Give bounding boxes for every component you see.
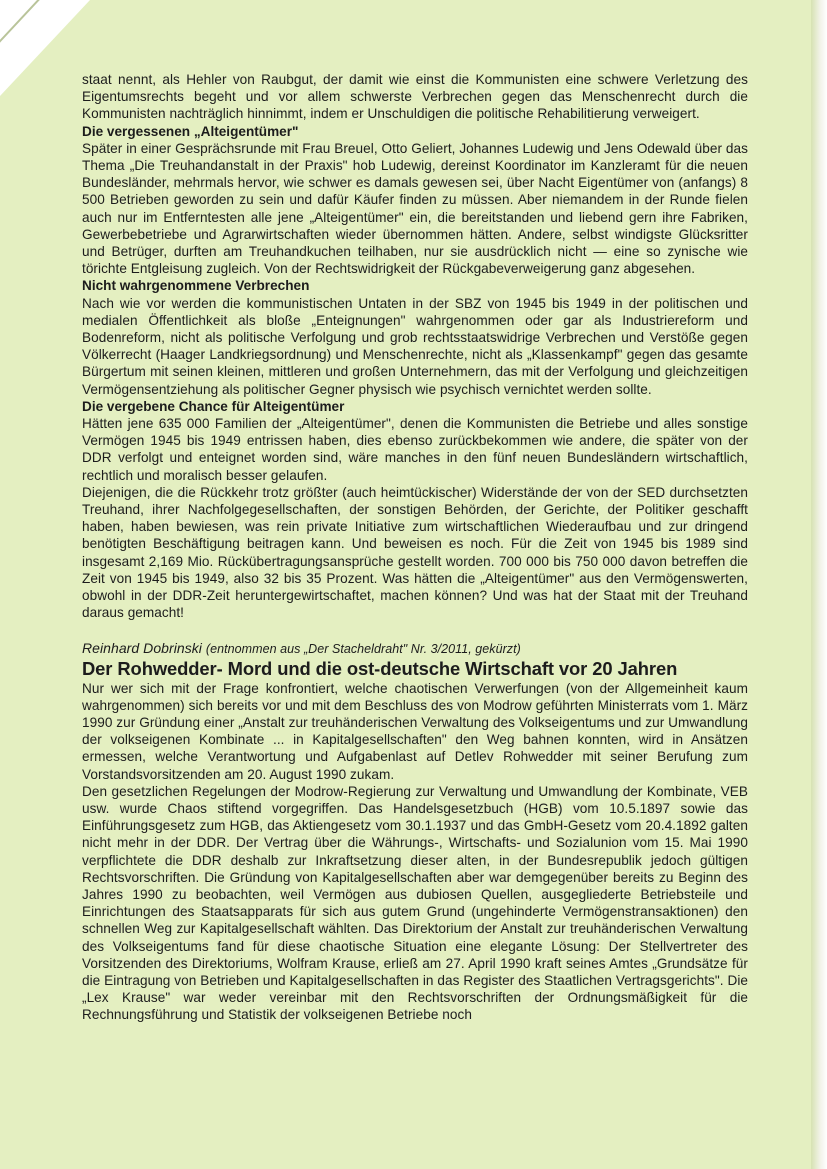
folded-corner bbox=[0, 0, 90, 96]
paper-edge bbox=[811, 0, 827, 1169]
paragraph-chance-2: Diejenigen, die die Rückkehr trotz größter (auch heimtückischer) Widerstände der von der SED durchsetzten Treuhand, ihrer Nachfolgegesellschaften, der sonstigen Behörden, der Gerichte, der Politiker geschafft haben, haben bewiesen, was rein private Initiative zum wirtschaftlichen Wiederaufbau und zur dringend benötigten Beschäftigung beitragen kann. Und beweisen es noch. Für die Zeit von 1945 bis 1989 sind insgesamt 2,169 Mio. Rückübertragungsansprüche gestellt worden. 700 000 bis 750 000 davon betreffen die Zeit von 1945 bis 1949, also 32 bis 35 Prozent. Was hätten die „Alteigentümer" aus den Vermögenswerten, obwohl in der DDR-Zeit heruntergewirtschaftet, machen können? Und was hat der Staat mit der Treuhand daraus gemacht! bbox=[82, 484, 748, 621]
paragraph-rohwedder-1: Nur wer sich mit der Frage konfrontiert, welche chaotischen Verwerfungen (von der Allgemeinheit kaum wahrgenommen) sich bereits vor und mit dem Beschluss des von Modrow geführten Ministerrats vom 1. März 1990 zur Gründung einer „Anstalt zur treuhänderischen Verwaltung des Volkseigentums und zur Umwandlung der volkseigenen Kombinate ... in Kapitalgesellschaften" den Weg bahnen konnten, wird in Ansätzen ermessen, welche Verantwortung und Aufgabenlast auf Detlev Rohwedder mit seiner Berufung zum Vorstandsvorsitzenden am 20. August 1990 zukam. bbox=[82, 680, 748, 782]
paragraph-chance-1: Hätten jene 635 000 Familien der „Alteigentümer", denen die Kommunisten die Betriebe und alles sonstige Vermögen 1945 bis 1949 entrissen haben, dies ebenso zurückbekommen wie andere, die später von der DDR verfolgt und enteignet worden sind, wäre manches in den fünf neuen Bundesländern wirtschaftlich, rechtlich und moralisch besser gelaufen. bbox=[82, 416, 748, 483]
document-body bbox=[82, 71, 748, 1024]
paragraph-verbrechen: Nach wie vor werden die kommunistischen Untaten in der SBZ von 1945 bis 1949 in der politischen und medialen Öffentlichkeit als bloße „Enteignungen" wahrgenommen oder gar als Industriereform und Bodenreform, nicht als politische Verfolgung und grob rechtsstaatswidrige Verbrechen und Verstöße gegen Völkerrecht (Haager Landkriegsordnung) und Menschenrechte, nicht als „Klassenkampf" gegen das gesamte Bürgertum mit seinen kleinen, mittleren und großen Unternehmern, das mit der Verfolgung und gleichzeitigen Vermögensentziehung als politischer Gegner physisch wie psychisch vernichtet werden sollte. bbox=[82, 295, 748, 397]
author-name: Reinhard Dobrinski bbox=[82, 639, 202, 656]
paragraph-vergessenen: Später in einer Gesprächsrunde mit Frau Breuel, Otto Geliert, Johannes Ludewig und Jens Odewald über das Thema „Die Treuhandanstalt in der Praxis" hob Ludewig, dereinst Koordinator im Kanzleramt für die neuen Bundesländer, mehrmals hervor, wie schwer es damals gewesen sei, über Nacht Eigentümer von (anfangs) 8 500 Betrieben geworden zu sein und dafür Käufer finden zu müssen. Aber niemandem in der Runde fielen auch nur im Entferntesten alle jene „Alteigentümer" ein, die bereitstanden und liebend gern ihre Fabriken, Gewerbebetriebe und Agrarwirtschaften wieder übernommen hätten. Andere, selbst windigste Glücksritter und Betrüger, durften am Treuhandkuchen teilhaben, nur sie ausdrücklich nicht — eine so zynische wie törichte Entgleisung zugleich. Von der Rechtswidrigkeit der Rückgabeverweigerung ganz abgesehen. bbox=[82, 140, 748, 277]
paragraph-rohwedder-2: Den gesetzlichen Regelungen der Modrow-Regierung zur Verwaltung und Umwandlung der Kombinate, VEB usw. wurde Chaos stiftend vorgegriffen. Das Handelsgesetzbuch (HGB) vom 10.5.1897 sowie das Einführungsgesetz zum HGB, das Aktiengesetz vom 30.1.1937 und das GmbH-Gesetz vom 20.4.1892 galten nicht mehr in der DDR. Der Vertrag über die Währungs-, Wirtschafts- und Sozialunion vom 15. Mai 1990 verpflichtete die DDR deshalb zur Inkraftsetzung dieser alten, in der Bundesrepublik jedoch gültigen Rechtsvorschriften. Die Gründung von Kapitalgesellschaften aber war demgegenüber bereits zu Beginn des Jahres 1990 zu beobachten, weil Vermögen aus dubiosen Quellen, ausgegliederte Betriebsteile und Einrichtungen des Staatsapparats für sich aus gutem Grund (ungehinderte Vermögenstransaktionen) den schnellen Weg zur Kapitalgesellschaft wählten. Das Direktorium der Anstalt zur treuhänderischen Verwaltung des Volkseigentums fand für diese chaotische Situation eine elegante Lösung: Der Stellvertreter des Vorsitzenden des Direktoriums, Wolfram Krause, erließ am 27. April 1990 kraft seines Amtes „Grundsätze für die Eintragung von Betrieben und Kapitalgesellschaften in das Register des Staatlichen Vertragsgerichts". Die „Lex Krause" war weder vereinbar mit den Rechtsvorschriften der Ordnungsmäßigkeit für die Rechnungsführung und Statistik der volkseigenen Betriebe noch bbox=[82, 783, 748, 1023]
article-headline: Der Rohwedder- Mord und die ost-deutsche Wirtschaft vor 20 Jahren bbox=[82, 657, 678, 679]
heading-vergessenen-alteigentuemer: Die vergessenen „Alteigentümer" bbox=[82, 123, 299, 139]
heading-vergebene-chance: Die vergebene Chance für Alteigentümer bbox=[82, 398, 345, 414]
article-byline bbox=[82, 640, 748, 658]
article-source: (entnommen aus „Der Stacheldraht" Nr. 3/2011, gekürzt) bbox=[205, 641, 521, 656]
paragraph-intro: staat nennt, als Hehler von Raubgut, der damit wie einst die Kommunisten eine schwere Verletzung des Eigentumsrechts begeht und vor allem schwerste Verbrechen gegen das Menschenrecht durch die Kommunisten nachträglich hinnimmt, indem er Unschuldigen die politische Rehabilitierung verweigert. bbox=[82, 72, 748, 122]
heading-nicht-wahrgenommene-verbrechen: Nicht wahrgenommene Verbrechen bbox=[82, 278, 310, 294]
